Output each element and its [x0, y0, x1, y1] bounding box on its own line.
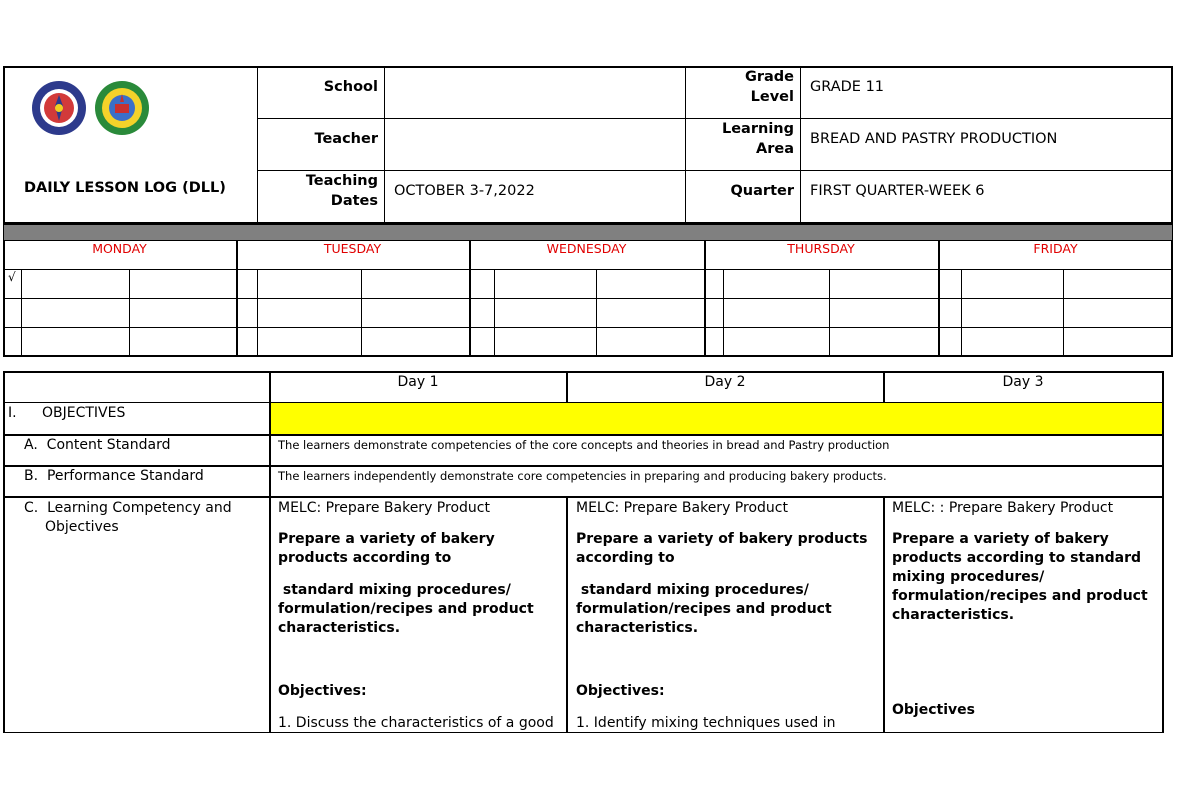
grade-level-label: Grade Level [744, 69, 794, 105]
divider [883, 496, 885, 733]
divider [3, 402, 1164, 403]
divider [723, 269, 724, 357]
teaching-dates-label: Teaching Dates [305, 173, 378, 209]
learning-competency-label-cont: Objectives [45, 519, 119, 535]
day3-melc: MELC: : Prepare Bakery Product [892, 500, 1114, 516]
divider [257, 269, 258, 357]
divider [257, 66, 258, 224]
divider [384, 66, 385, 224]
divider [469, 240, 471, 357]
school-seal-icon [93, 80, 151, 136]
teacher-label: Teacher [314, 131, 378, 147]
divider [800, 66, 801, 224]
school-label: School [323, 79, 378, 95]
divider [236, 240, 238, 357]
day2-objectives-heading: Objectives: [576, 683, 665, 699]
divider [961, 269, 962, 357]
deped-seal-icon [30, 80, 88, 136]
teaching-dates-value: OCTOBER 3-7,2022 [394, 183, 535, 199]
objectives-heading-number: I. [8, 405, 17, 421]
divider [269, 371, 271, 733]
page-title: DAILY LESSON LOG (DLL) [24, 180, 226, 196]
content-standard-label: A. Content Standard [24, 437, 171, 453]
objectives-heading: OBJECTIVES [42, 405, 126, 421]
day-label-thursday: THURSDAY [787, 241, 855, 256]
day-label-wednesday: WEDNESDAY [546, 241, 627, 256]
day2-competency-text: Prepare a variety of bakery products according to [576, 531, 868, 566]
day-label-tuesday: TUESDAY [323, 241, 382, 256]
divider [829, 269, 830, 357]
divider [3, 269, 1173, 270]
column-header-day2: Day 2 [704, 374, 746, 390]
column-header-day1: Day 1 [397, 374, 439, 390]
day3-objectives-heading: Objectives [892, 702, 975, 718]
learning-area-value: BREAD AND PASTRY PRODUCTION [810, 131, 1058, 147]
gray-bar [3, 224, 1173, 241]
day1-competency-text: Prepare a variety of bakery products according to [278, 531, 495, 566]
check-mark: √ [8, 270, 16, 284]
quarter-value: FIRST QUARTER-WEEK 6 [810, 183, 985, 199]
day2-competency-text-cont: standard mixing procedures/ formulation/recipes and product characteristics. [576, 582, 837, 636]
divider [257, 170, 1173, 171]
day1-competency-text-cont: standard mixing procedures/ formulation/recipes and product characteristics. [278, 582, 539, 636]
divider [1063, 269, 1064, 357]
day3-competency-text: Prepare a variety of bakery products according to standard mixing procedures/ formulation/recipes and product characteristics. [892, 531, 1148, 623]
divider [596, 269, 597, 357]
divider [704, 240, 706, 357]
divider [3, 298, 1173, 299]
day1-melc: MELC: Prepare Bakery Product [278, 500, 490, 516]
day2-melc: MELC: Prepare Bakery Product [576, 500, 788, 516]
divider [494, 269, 495, 357]
grade-level-value: GRADE 11 [810, 79, 885, 95]
divider [361, 269, 362, 357]
day1-objective-item: 1. Discuss the characteristics of a good [278, 715, 554, 731]
divider [938, 240, 940, 357]
divider [129, 269, 130, 357]
divider [3, 434, 1164, 436]
performance-standard-label: B. Performance Standard [24, 468, 204, 484]
performance-standard-text: The learners independently demonstrate core competencies in preparing and producing bakery products. [278, 469, 887, 483]
learning-area-label: Learning Area [721, 121, 794, 157]
day-label-monday: MONDAY [92, 241, 147, 256]
content-standard-text: The learners demonstrate competencies of the core concepts and theories in bread and Pastry production [278, 438, 890, 452]
divider [3, 327, 1173, 328]
column-header-day3: Day 3 [1002, 374, 1044, 390]
day-label-friday: FRIDAY [1033, 241, 1078, 256]
day1-objectives-heading: Objectives: [278, 683, 367, 699]
divider [21, 269, 22, 357]
divider [685, 66, 686, 224]
divider [566, 496, 568, 733]
day2-objective-item: 1. Identify mixing techniques used in [576, 715, 836, 731]
objectives-highlight [270, 403, 1162, 434]
learning-competency-label: C. Learning Competency and [24, 500, 232, 516]
quarter-label: Quarter [730, 183, 794, 199]
divider [3, 496, 1164, 498]
